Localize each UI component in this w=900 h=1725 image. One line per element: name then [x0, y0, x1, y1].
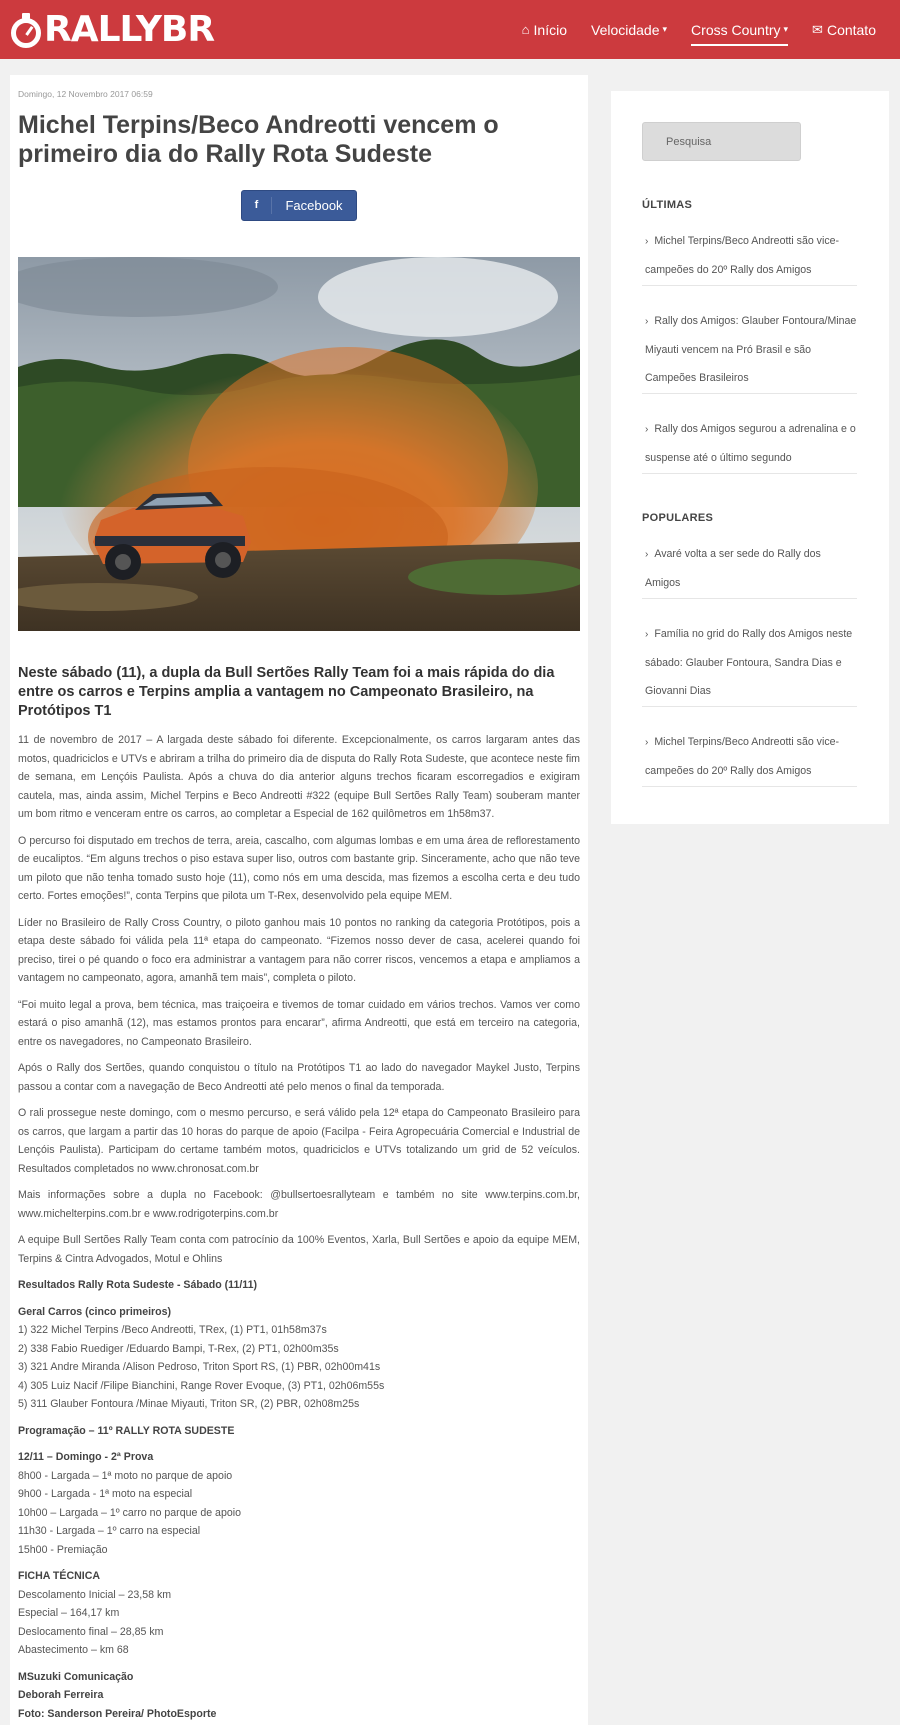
latest-item-label: Michel Terpins/Beco Andreotti são vice-campeões do 20º Rally dos Amigos — [645, 235, 840, 276]
popular-item[interactable] — [642, 728, 857, 787]
result-line: 3) 321 Andre Miranda /Alison Pedroso, Triton Sport RS, (1) PBR, 02h00m41s — [18, 1361, 381, 1373]
chevron-right-icon: › — [645, 236, 649, 247]
article-date: Domingo, 12 Novembro 2017 06:59 — [18, 89, 153, 99]
site-header — [0, 0, 900, 59]
popular-item[interactable] — [642, 620, 857, 707]
results-block — [18, 1303, 580, 1414]
results-title: Resultados Rally Rota Sudeste - Sábado (11/11) — [18, 1279, 258, 1291]
article-paragraph: Após o Rally dos Sertões, quando conquistou o título na Protótipos T1 ao lado do navegador Maykel Justo, Terpins passou a contar com a navegação de Beco Andreotti até pelo menos o final da temporada. — [18, 1062, 580, 1093]
latest-list — [642, 227, 857, 474]
article-paragraph: Líder no Brasileiro de Rally Cross Country, o piloto ganhou mais 10 pontos no ranking da categoria Protótipos, pois a etapa deste sábado foi válida pela 11ª etapa do campeonato. “Fizemos nosso dever de casa, acelerei quando foi preciso, tirei o pé quando o foco era administrar a vantagem para não correr riscos, vencemos a etapa e ampliamos a vantagem no campeonato, agora, amanhã tem mais”, completa o piloto. — [18, 916, 580, 984]
home-icon: ⌂ — [521, 22, 530, 37]
tech-line: Deslocamento final – 28,85 km — [18, 1625, 164, 1638]
sidebar — [611, 91, 889, 824]
result-line: 2) 338 Fabio Ruediger /Eduardo Bampi, T-Rex, (2) PT1, 02h00m35s — [18, 1342, 339, 1355]
chevron-right-icon: › — [645, 316, 649, 327]
popular-item-label: Avaré volta a ser sede do Rally dos Amigos — [645, 548, 821, 589]
share-label: Facebook — [285, 198, 343, 213]
result-line: 1) 322 Michel Terpins /Beco Andreotti, TRex, (1) PT1, 01h58m37s — [18, 1324, 327, 1336]
nav-contato[interactable] — [812, 0, 876, 59]
results-subtitle: Geral Carros (cinco primeiros) — [18, 1305, 172, 1318]
share-bar — [18, 190, 580, 221]
tech-title: FICHA TÉCNICA — [18, 1570, 100, 1582]
nav-label: Velocidade — [591, 21, 660, 38]
popular-heading: POPULARES — [642, 512, 714, 524]
credit-line: Foto: Sanderson Pereira/ PhotoEsporte — [18, 1707, 217, 1720]
chevron-down-icon: ▾ — [662, 24, 668, 34]
program-subtitle: 12/11 – Domingo - 2ª Prova — [18, 1451, 154, 1463]
chevron-right-icon: › — [645, 737, 649, 748]
search-input[interactable]: Pesquisa — [642, 122, 801, 161]
result-line: 4) 305 Luiz Nacif /Filipe Bianchini, Range Rover Evoque, (3) PT1, 02h06m55s — [18, 1379, 385, 1392]
chevron-right-icon: › — [645, 549, 649, 560]
main-nav — [498, 0, 876, 59]
program-line: 9h00 - Largada - 1ª moto na especial — [18, 1488, 193, 1500]
program-line: 11h30 - Largada – 1º carro na especial — [18, 1525, 201, 1537]
nav-inicio[interactable] — [522, 0, 567, 59]
program-title: Programação – 11º RALLY ROTA SUDESTE — [18, 1424, 235, 1437]
article-paragraph: O percurso foi disputado em trechos de terra, areia, cascalho, com algumas lombas e em uma área de reflorestamento de eucaliptos. “Em alguns trechos o piso estava super liso, outros com bastante grip. Sinceramente, acho que não teve um piloto que não tenha tomado susto hoje (11), como nós em uma descida, mas fizemos a escolha certa e deu tudo certo. Fortes emoções!”, conta Terpins que pilota um T-Rex, desenvolvido pela equipe MEM. — [18, 834, 580, 902]
article-title: Michel Terpins/Beco Andreotti vencem o primeiro dia do Rally Rota Sudeste — [18, 111, 499, 168]
program-line: 8h00 - Largada – 1ª moto no parque de apoio — [18, 1469, 233, 1482]
program-line: 15h00 - Premiação — [18, 1543, 108, 1556]
nav-cross-country[interactable] — [691, 0, 788, 59]
program-line: 10h00 – Largada – 1º carro no parque de apoio — [18, 1506, 241, 1519]
article-paragraph: O rali prossegue neste domingo, com o mesmo percurso, e será válido pela 12ª etapa do Campeonato Brasileiro para os carros, que largam a partir das 10 horas do parque de apoio (Facilpa - Feira Agropecuária Comercial e Industrial de Lençóis Paulista). Participam do certame também motos, quadriciclos e UTVs totalizando um grid de 52 veículos. Resultados completados no www.chronosat.com.br — [18, 1107, 580, 1175]
popular-item-label: Michel Terpins/Beco Andreotti são vice-campeões do 20º Rally dos Amigos — [645, 736, 840, 777]
facebook-icon: f — [242, 197, 272, 214]
popular-list — [642, 540, 857, 787]
popular-item[interactable] — [642, 540, 857, 599]
chevron-down-icon: ▾ — [783, 24, 789, 34]
popular-item-label: Família no grid do Rally dos Amigos neste sábado: Glauber Fontoura, Sandra Dias e Giovanni Dias — [645, 628, 853, 697]
nav-velocidade[interactable] — [591, 0, 667, 59]
latest-heading: ÚLTIMAS — [642, 199, 693, 211]
article-photo — [18, 257, 580, 631]
tech-line: Abastecimento – km 68 — [18, 1644, 129, 1656]
credit-line: Deborah Ferreira — [18, 1689, 104, 1701]
chevron-right-icon: › — [645, 424, 649, 435]
latest-item-label: Rally dos Amigos segurou a adrenalina e o suspense até o último segundo — [645, 423, 856, 464]
nav-label: Contato — [826, 21, 876, 38]
stopwatch-icon — [10, 13, 42, 47]
latest-item-label: Rally dos Amigos: Glauber Fontoura/Minae Miyauti vencem na Pró Brasil e são Campeões Brasileiros — [645, 315, 857, 384]
tech-line: Descolamento Inicial – 23,58 km — [18, 1588, 172, 1601]
article-paragraph: “Foi muito legal a prova, bem técnica, mas traiçoeira e tivemos de tomar cuidado em vários trechos. Vamos ver como estará o piso amanhã (12), mas estamos prontos para encarar”, afirma Andreotti, que está em terceiro na categoria, entre os navegadores, no Campeonato Brasileiro. — [18, 998, 580, 1048]
latest-item[interactable] — [642, 307, 857, 394]
nav-label: Cross Country — [691, 21, 781, 38]
chevron-right-icon: › — [645, 629, 649, 640]
envelope-icon: ✉ — [812, 21, 823, 37]
nav-label: Início — [533, 21, 567, 38]
tech-block — [18, 1567, 580, 1660]
article-paragraph: 11 de novembro de 2017 – A largada deste sábado foi diferente. Excepcionalmente, os carros largaram antes das motos, quadriciclos e UTVs e abriram a trilha do primeiro dia de disputa do Rally Rota Sudeste, que acontece neste fim de semana, em Lençóis Paulista. Após a chuva do dia anterior alguns trechos ficaram escorregadios e exigiram cautela, mas, ainda assim, Michel Terpins e Beco Andreotti #322 (equipe Bull Sertões Rally Team) souberam manter um bom ritmo e venceram entre os carros, ao completar a Especial de 162 quilômetros em 1h58m37. — [18, 734, 580, 820]
result-line: 5) 311 Glauber Fontoura /Minae Miyauti, Triton SR, (2) PBR, 02h08m25s — [18, 1398, 360, 1410]
article-card — [10, 75, 588, 1725]
site-logo[interactable] — [10, 8, 214, 52]
article-paragraph: A equipe Bull Sertões Rally Team conta com patrocínio da 100% Eventos, Xarla, Bull Sertões e apoio da equipe MEM, Terpins & Cintra Advogados, Motul e Ohlins — [18, 1234, 580, 1265]
latest-item[interactable] — [642, 415, 857, 474]
logo-text: RALLYBR — [44, 9, 215, 50]
credits-block — [18, 1668, 580, 1724]
facebook-share-button[interactable] — [241, 190, 357, 221]
program-block — [18, 1448, 580, 1559]
latest-item[interactable] — [642, 227, 857, 286]
tech-line: Especial – 164,17 km — [18, 1607, 120, 1619]
credit-line: MSuzuki Comunicação — [18, 1670, 134, 1683]
article-paragraph: Mais informações sobre a dupla no Facebook: @bullsertoesrallyteam e também no site www.terpins.com.br, www.michelterpins.com.br e www.rodrigoterpins.com.br — [18, 1189, 580, 1220]
article-lead: Neste sábado (11), a dupla da Bull Sertões Rally Team foi a mais rápida do dia entre os carros e Terpins amplia a vantagem no Campeonato Brasileiro, na Protótipos T1 — [18, 665, 555, 719]
